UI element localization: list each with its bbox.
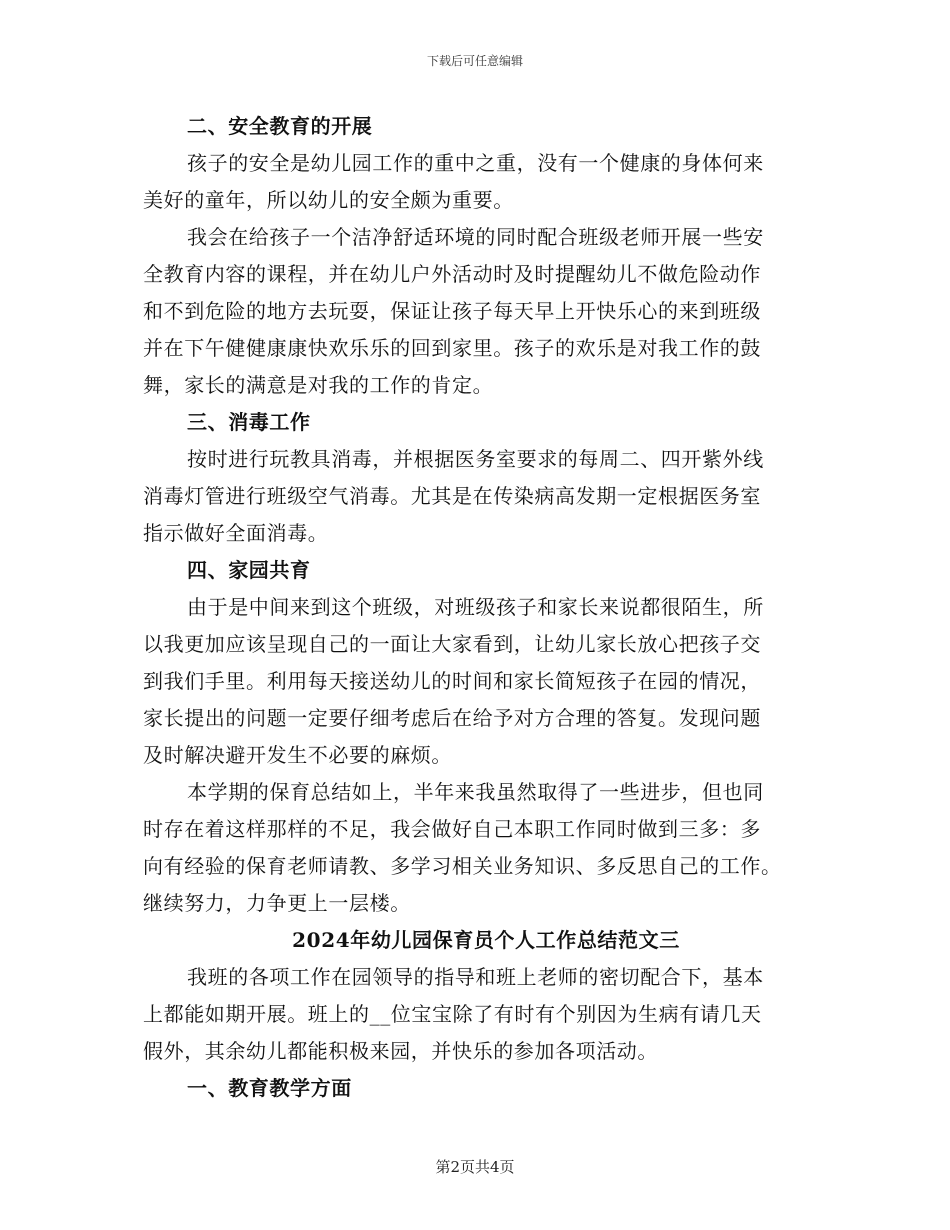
paragraph-line: 本学期的保育总结如上，半年来我虽然取得了一些进步，但也同 [187, 780, 764, 804]
paragraph-line: 假外，其余幼儿都能积极来园，并快乐的参加各项活动。 [143, 1039, 658, 1063]
section-heading-education: 一、教育教学方面 [187, 1076, 352, 1100]
paragraph-line: 继续努力，力争更上一层楼。 [143, 891, 411, 915]
paragraph-line: 舞，家长的满意是对我的工作的肯定。 [143, 373, 494, 397]
paragraph-line: 家长提出的问题一定要仔细考虑后在给予对方合理的答复。发现问题 [143, 706, 761, 730]
paragraph-line: 全教育内容的课程，并在幼儿户外活动时及时提醒幼儿不做危险动作 [143, 262, 761, 286]
paragraph-line: 上都能如期开展。班上的__位宝宝除了有时有个别因为生病有请几天 [143, 1002, 762, 1026]
section-heading-home-school: 四、家园共育 [187, 558, 311, 582]
paragraph-line: 向有经验的保育老师请教、多学习相关业务知识、多反思自己的工作。 [143, 854, 782, 878]
paragraph-line: 美好的童年，所以幼儿的安全颇为重要。 [143, 188, 514, 212]
paragraph-line: 到我们手里。利用每天接送幼儿的时间和家长简短孩子在园的情况， [143, 669, 761, 693]
paragraph-line: 消毒灯管进行班级空气消毒。尤其是在传染病高发期一定根据医务室 [143, 484, 761, 508]
section-heading-disinfection: 三、消毒工作 [187, 410, 311, 434]
paragraph-line: 我会在给孩子一个洁净舒适环境的同时配合班级老师开展一些安 [187, 225, 764, 249]
paragraph-line: 按时进行玩教具消毒，并根据医务室要求的每周二、四开紫外线 [187, 447, 764, 471]
page-header-note: 下载后可任意编辑 [426, 54, 523, 68]
paragraph-line: 指示做好全面消毒。 [143, 521, 329, 545]
page-number-footer: 第2页共4页 [435, 1158, 515, 1176]
paragraph-line: 及时解决避开发生不必要的麻烦。 [143, 743, 452, 767]
section-heading-safety: 二、安全教育的开展 [187, 114, 373, 138]
paragraph-line: 孩子的安全是幼儿园工作的重中之重，没有一个健康的身体何来 [187, 151, 764, 175]
paragraph-line: 由于是中间来到这个班级，对班级孩子和家长来说都很陌生，所 [187, 595, 764, 619]
paragraph-line: 时存在着这样那样的不足，我会做好自己本职工作同时做到三多：多 [143, 817, 761, 841]
paragraph-line: 并在下午健健康康快欢乐乐的回到家里。孩子的欢乐是对我工作的鼓 [143, 336, 761, 360]
document-body [143, 108, 809, 1107]
paragraph-line: 以我更加应该呈现自己的一面让大家看到，让幼儿家长放心把孩子交 [143, 632, 761, 656]
paragraph-line: 和不到危险的地方去玩耍，保证让孩子每天早上开快乐心的来到班级 [143, 299, 761, 323]
paragraph-line: 我班的各项工作在园领导的指导和班上老师的密切配合下，基本 [187, 965, 764, 989]
document-section-title: 2024年幼儿园保育员个人工作总结范文三 [292, 928, 680, 952]
